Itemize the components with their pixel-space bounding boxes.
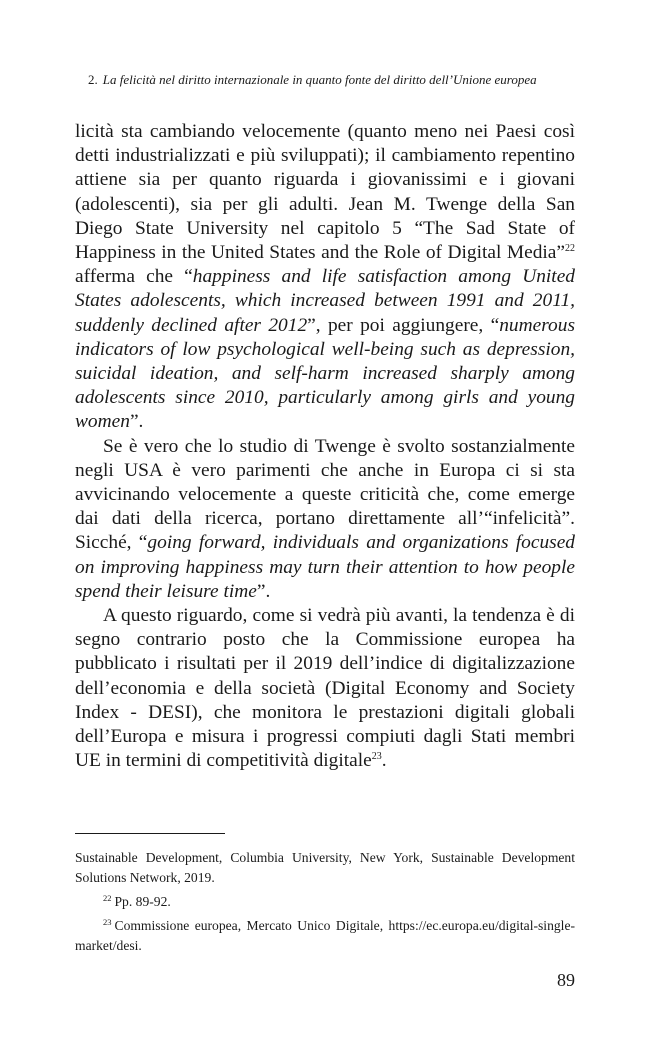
main-text	[75, 120, 575, 773]
paragraph-2	[75, 435, 575, 604]
footnote-ref-23[interactable]: 23	[371, 751, 382, 763]
text-run: licità sta cambiando velocemente (quanto meno nei Paesi così detti industrializzati e più sviluppati); il cambiamento repentino attiene sia per quanto riguarda i giovanissimi e i giovani (adolescenti), sia per gli adulti. Jean M. Twenge della San Diego State University nel capitolo 5 “The Sad State of Happiness in the United States and the Role of Digital Media”	[75, 121, 575, 264]
paragraph-1	[75, 120, 575, 435]
text-run: ”.	[256, 580, 271, 602]
text-run: ”, per poi aggiungere, “	[307, 314, 500, 336]
page-number: 89	[557, 970, 575, 990]
footnote-number: 22	[103, 893, 112, 903]
footnote-number: 23	[103, 917, 112, 927]
quote-italic: happiness and life satisfaction among United States adolescents, which increased between 1991 and 2011, suddenly declined after 2012	[75, 266, 575, 336]
text-run: A questo riguardo, come si vedrà più avanti, la tendenza è di segno contrario posto che la Commissione europea ha pubblicato i risultati per il 2019 dell’indice di digitalizzazione dell’economia e della società (Digital Economy and Society Index - DESI), che monitora le prestazioni digitali globali dell’Europa e misura i progressi compiuti dagli Stati membri UE in termini di competitività digitale	[75, 605, 575, 772]
quote-italic: going forward, individuals and organizations focused on improving happiness may turn their attention to how people spend their leisure time	[75, 532, 575, 602]
footnote-ref-22[interactable]: 22	[565, 243, 575, 255]
text-run: afferma che “	[75, 266, 193, 288]
paragraph-3	[75, 604, 575, 773]
footnote-text: Pp. 89-92.	[114, 894, 171, 909]
chapter-number: 2.	[88, 72, 98, 87]
footnote-22	[75, 892, 575, 912]
footnote-divider	[75, 833, 225, 834]
running-header	[88, 72, 574, 88]
footnote-continued: Sustainable Development, Columbia University, New York, Sustainable Development Solutions Network, 2019.	[75, 850, 575, 885]
quote-italic: numerous indicators of low psychological well-being such as depression, suicidal ideation, and self-harm increased sharply among adolescents since 2010, particularly among girls and young women	[75, 314, 575, 433]
footnote-23	[75, 916, 575, 956]
text-run: .	[381, 750, 387, 772]
footnotes	[75, 848, 575, 960]
footnote-text: Commissione europea, Mercato Unico Digitale, https://ec.europa.eu/digital-single-market/desi.	[75, 918, 575, 953]
chapter-title: La felicità nel diritto internazionale in quanto fonte del diritto dell’Unione europea	[102, 72, 537, 87]
text-run: ”.	[129, 411, 144, 433]
text-run: Se è vero che lo studio di Twenge è svolto sostanzialmente negli USA è vero parimenti che anche in Europa ci si sta avvicinando velocemente a queste criticità che, come emerge dai dati della ricerca, portano direttamente all’“infelicità”. Sicché, “	[75, 435, 575, 554]
